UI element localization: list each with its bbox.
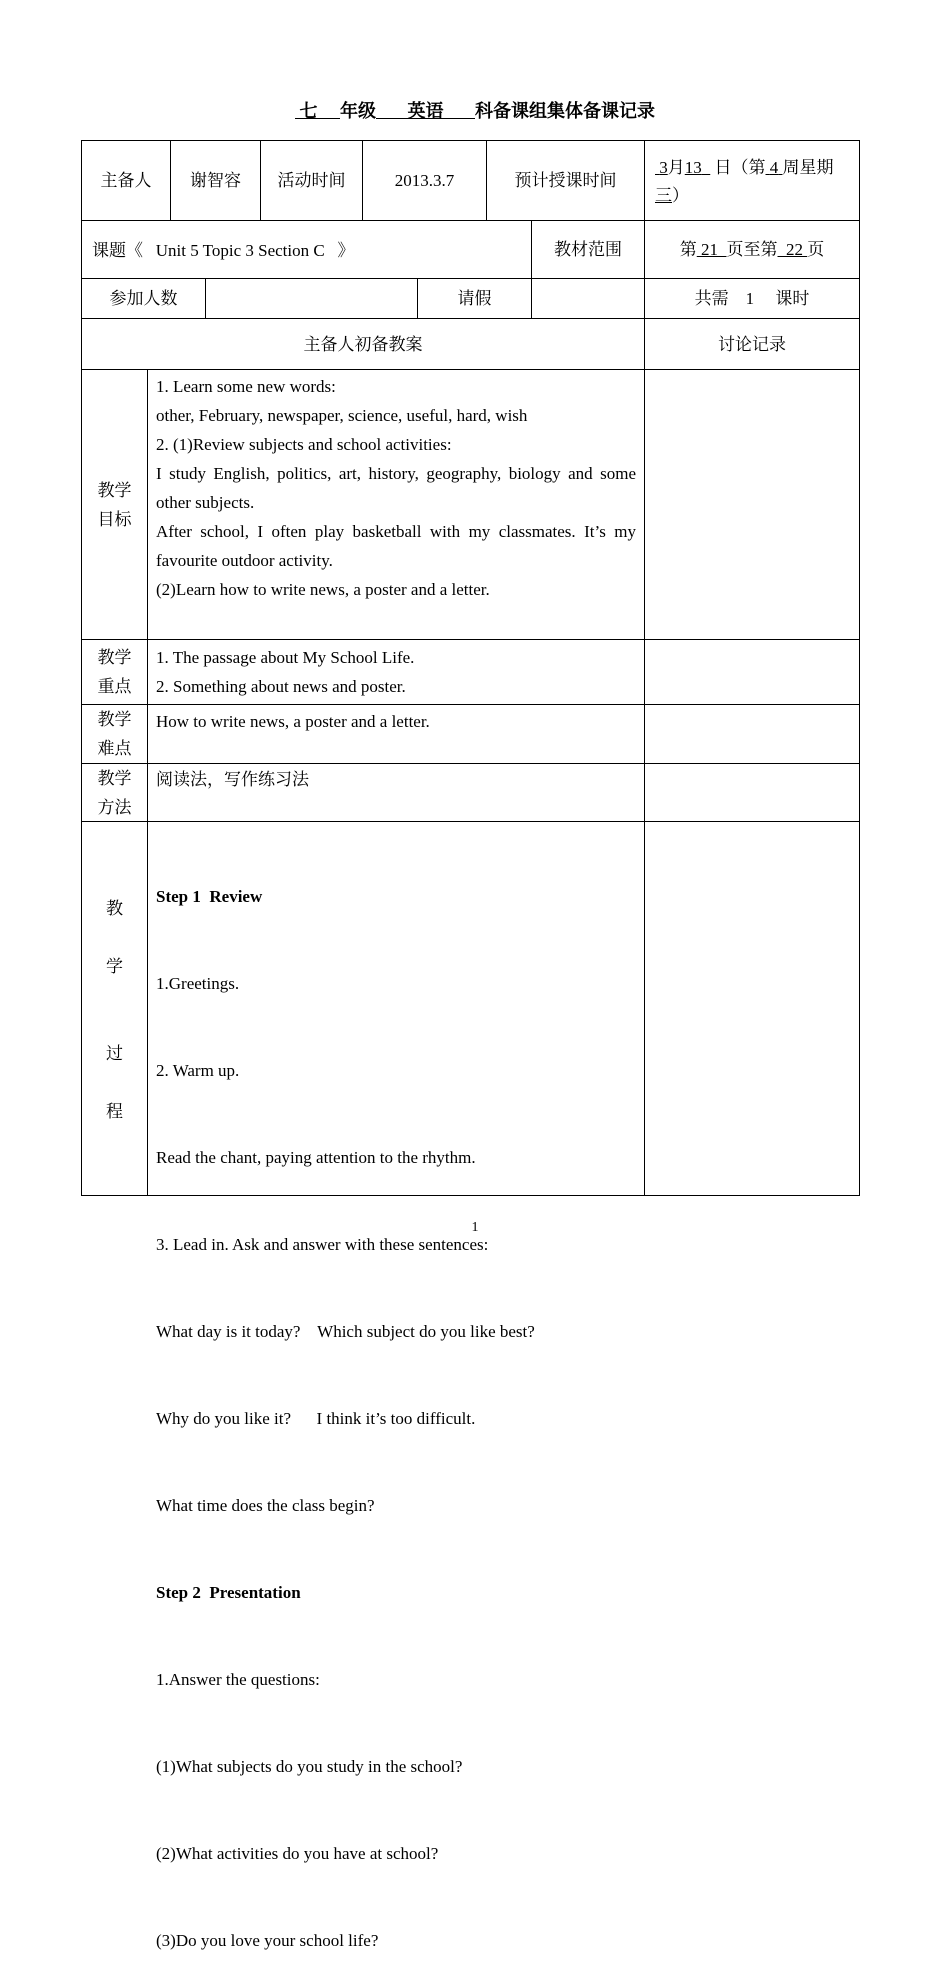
process-label: [82, 822, 147, 1195]
process-label-char: 程: [106, 1102, 123, 1121]
process-label-char: 教: [106, 899, 123, 918]
range-mid: 页至第: [726, 240, 778, 259]
step2-line: (2)What activities do you have at school?: [156, 1844, 439, 1863]
key-points-label: 教学重点: [97, 648, 132, 696]
step2-line: 1.Answer the questions:: [156, 1670, 320, 1689]
participants-value: [206, 279, 417, 318]
leave-label: 请假: [457, 289, 492, 308]
methods-label: 教学方法: [97, 768, 132, 817]
discussion-header: 讨论记录: [718, 334, 786, 354]
methods-content: [156, 765, 636, 794]
key-points-content: [156, 643, 636, 701]
lead-label: 主备人: [100, 171, 152, 190]
objective-line: 2. (1)Review subjects and school activities:: [156, 435, 452, 454]
topic-cell: [92, 236, 522, 266]
difficulties-label: 教学难点: [97, 710, 132, 758]
step2-title: Step 2 Presentation: [156, 1583, 301, 1602]
table-border: [81, 639, 860, 640]
method-line: 阅读法，写作练习法: [156, 770, 309, 789]
objective-line: 1. Learn some new words:: [156, 377, 336, 396]
participants-label: 参加人数: [109, 289, 178, 308]
plan-header: 主备人初备教案: [303, 334, 423, 354]
topic-title: Unit 5 Topic 3 Section C: [155, 241, 325, 260]
lead-name: 谢智容: [190, 171, 241, 190]
step2-line: (1)What subjects do you study in the school?: [156, 1757, 463, 1776]
step1-line: 1.Greetings.: [156, 974, 240, 993]
objective-line: After school, I often play basketball with my classmates. It’s my favourite outdoor activity.: [156, 522, 636, 570]
topic-close: 》: [337, 241, 355, 260]
objective-line: other, February, newspaper, science, useful, hard, wish: [156, 406, 528, 425]
table-border: [81, 821, 860, 822]
page-to: 22: [786, 240, 803, 259]
difficulties-content: [156, 707, 636, 736]
week-label: 周星期: [782, 158, 834, 177]
objectives-label: 教学目标: [97, 480, 132, 529]
page-from: 21: [701, 240, 718, 259]
title-grade: 七: [299, 101, 318, 121]
range-suffix: 页: [807, 240, 825, 259]
step1-line: What day is it today? Which subject do you like best?: [156, 1322, 535, 1341]
table-border: [81, 369, 860, 370]
planned-weekday: 三: [655, 186, 672, 205]
step1-line: Why do you like it? I think it’s too difficult.: [156, 1409, 476, 1428]
step1-line: Read the chant, paying attention to the rhythm.: [156, 1148, 476, 1167]
range-prefix: 第: [679, 240, 697, 259]
close-paren: ）: [672, 186, 689, 205]
document-title: [0, 99, 950, 123]
total-prefix: 共需: [694, 289, 729, 308]
total-hours: [645, 279, 859, 318]
key-point-line: 2. Something about news and poster.: [156, 677, 406, 696]
table-border: [81, 763, 860, 764]
day-label: 日（第: [714, 158, 766, 177]
step1-title: Step 1 Review: [156, 887, 263, 906]
title-suffix: 科备课组集体备课记录: [475, 101, 655, 121]
key-point-line: 1. The passage about My School Life.: [156, 648, 415, 667]
planned-month: 3: [659, 158, 668, 177]
month-label: 月: [667, 158, 685, 177]
objectives-content: [156, 372, 636, 604]
step1-line: 3. Lead in. Ask and answer with these sentences:: [156, 1235, 489, 1254]
planned-week: 4: [769, 158, 779, 177]
activity-time-label: 活动时间: [277, 171, 346, 190]
process-label-char: 过: [106, 1044, 123, 1063]
table-border: [147, 369, 148, 1196]
process-label-char: 学: [106, 957, 123, 976]
title-subject: 英语: [407, 101, 444, 121]
title-grade-suffix: 年级: [340, 101, 376, 121]
objective-line: (2)Learn how to write news, a poster and a letter.: [156, 580, 490, 599]
planned-time-label: 预计授课时间: [514, 171, 617, 190]
table-border: [859, 140, 860, 1196]
step2-line: (3)Do you love your school life?: [156, 1931, 379, 1950]
planned-day: 13: [684, 158, 702, 177]
table-border: [81, 704, 860, 705]
activity-time: 2013.3.7: [394, 171, 455, 190]
total-hours-value: 1: [745, 289, 755, 308]
objective-line: I study English, politics, art, history, geography, biology and some other subjects.: [156, 464, 636, 512]
step1-line: What time does the class begin?: [156, 1496, 375, 1515]
range-label: 教材范围: [554, 240, 622, 259]
step1-line: 2. Warm up.: [156, 1061, 240, 1080]
difficulty-line: How to write news, a poster and a letter.: [156, 712, 430, 731]
page-number: 1: [471, 1220, 479, 1235]
range-value: [645, 221, 859, 278]
process-content: [156, 824, 636, 1984]
topic-label: 课题《: [92, 241, 143, 260]
planned-time-value: [655, 154, 855, 214]
total-suffix: 课时: [775, 289, 810, 308]
leave-value: [532, 279, 644, 318]
